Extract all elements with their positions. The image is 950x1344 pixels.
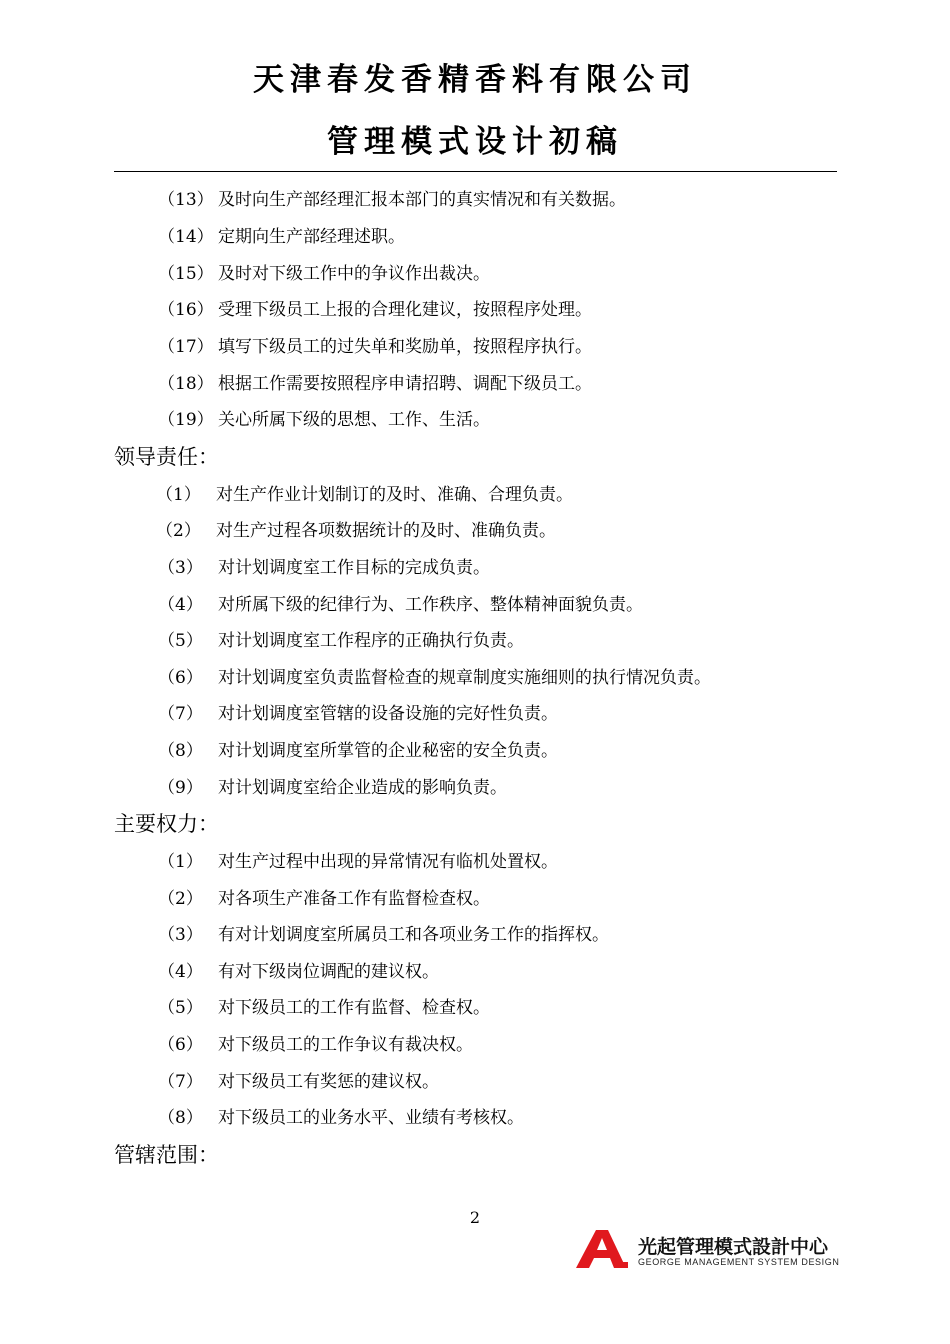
section-heading-powers: 主要权力：: [114, 812, 219, 836]
document-title: 天津春发香精香料有限公司: [253, 62, 697, 98]
logo-name: 光起管理模式設計中心: [638, 1236, 829, 1258]
logo-a-icon: [574, 1228, 634, 1270]
company-logo: [574, 1228, 842, 1270]
logo-subtitle: GEORGE MANAGEMENT SYSTEM DESIGN: [638, 1257, 840, 1267]
header-divider: [114, 171, 837, 172]
page-number: 2: [469, 1208, 481, 1227]
document-subtitle: 管理模式设计初稿: [327, 124, 623, 160]
section-heading-scope: 管辖范围：: [114, 1143, 219, 1167]
section-heading-leadership: 领导责任：: [114, 445, 219, 469]
